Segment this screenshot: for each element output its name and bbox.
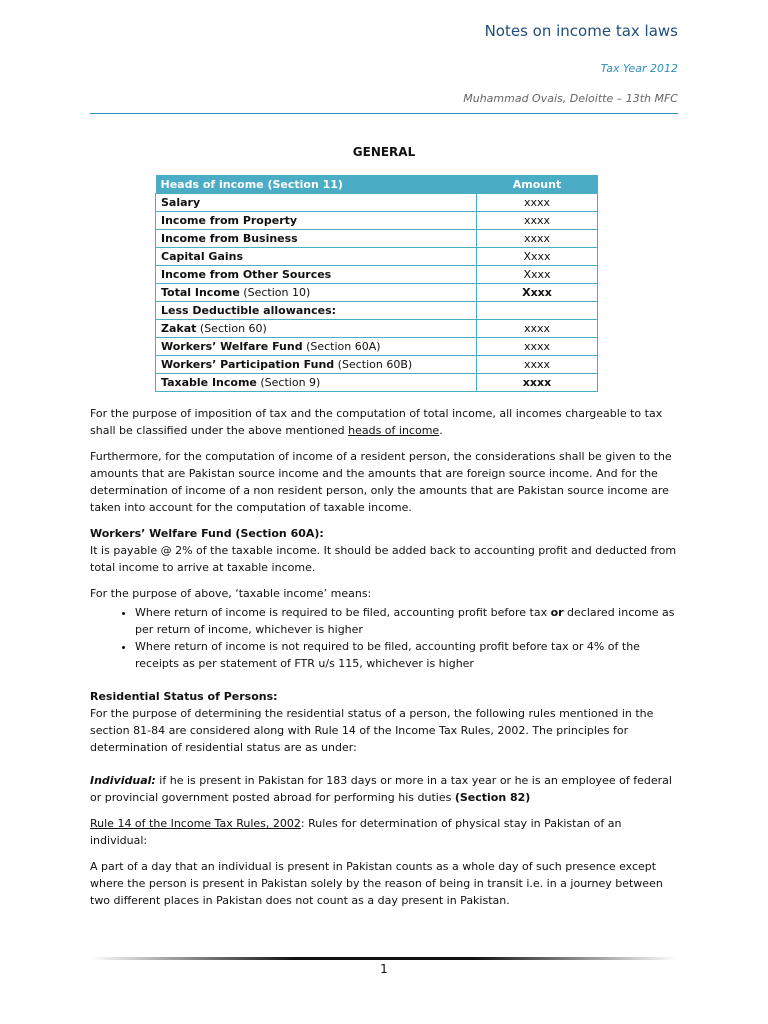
table-row — [156, 230, 598, 248]
table-row — [156, 302, 598, 320]
amount-column-header: Amount — [477, 175, 598, 194]
row-amount: xxxx — [477, 338, 598, 356]
row-amount: Xxxx — [477, 284, 598, 302]
footer-divider — [90, 957, 678, 960]
taxable-income-intro: For the purpose of above, ‘taxable income’ means: — [90, 587, 372, 600]
table-row — [156, 194, 598, 212]
table-row — [156, 320, 598, 338]
row-amount: xxxx — [477, 212, 598, 230]
row-label: Less Deductible allowances: — [156, 302, 477, 320]
wwf-heading: Workers’ Welfare Fund (Section 60A): — [90, 527, 324, 540]
row-label: Income from Property — [156, 212, 477, 230]
table-row — [156, 212, 598, 230]
row-amount: xxxx — [477, 320, 598, 338]
row-amount: xxxx — [477, 374, 598, 392]
row-label: Total Income (Section 10) — [156, 284, 477, 302]
rule-14-paragraph: Rule 14 of the Income Tax Rules, 2002: Rules for determination of physical stay in Pakistan of an individual: — [90, 817, 622, 847]
row-label: Taxable Income (Section 9) — [156, 374, 477, 392]
table-row — [156, 356, 598, 374]
row-amount: xxxx — [477, 194, 598, 212]
heads-of-income-table — [155, 175, 598, 392]
row-amount: Xxxx — [477, 248, 598, 266]
document-title: Notes on income tax laws — [484, 22, 678, 40]
table-row — [156, 374, 598, 392]
residential-heading: Residential Status of Persons: — [90, 690, 278, 703]
row-amount: xxxx — [477, 230, 598, 248]
row-label: Zakat (Section 60) — [156, 320, 477, 338]
row-label: Income from Other Sources — [156, 266, 477, 284]
residential-paragraph: For the purpose of determining the residential status of a person, the following rules mentioned in the section 81-84 are considered along with Rule 14 of the Income Tax Rules, 2002. The principles for determination of residential status are as under: — [90, 707, 654, 754]
taxable-income-list — [90, 604, 678, 672]
table-row — [156, 338, 598, 356]
heads-of-income-link: heads of income — [348, 424, 440, 437]
transit-paragraph: A part of a day that an individual is present in Pakistan counts as a whole day of such presence except where the person is present in Pakistan solely by the reason of being in transit i.e. in a journey between two different places in Pakistan does not count as a day present in Pakistan. — [90, 860, 663, 907]
table-header-row — [156, 175, 598, 194]
table-row — [156, 248, 598, 266]
table-row — [156, 284, 598, 302]
page-number: 1 — [380, 962, 388, 976]
list-item: • Where return of income is not required to be filed, accounting profit before tax or 4% of the receipts as per statement of FTR u/s 115, whichever is higher — [135, 638, 678, 672]
wwf-paragraph: It is payable @ 2% of the taxable income. It should be added back to accounting profit and deducted from total income to arrive at taxable income. — [90, 544, 677, 574]
row-amount: xxxx — [477, 356, 598, 374]
individual-paragraph: Individual: if he is present in Pakistan for 183 days or more in a tax year or he is an employee of federal or provincial government posted abroad for performing his duties (Section 82) — [90, 774, 672, 804]
row-amount — [477, 302, 598, 320]
header-divider — [90, 113, 678, 114]
tax-year: Tax Year 2012 — [600, 62, 678, 75]
section-heading: GENERAL — [352, 145, 416, 159]
row-label: Workers’ Welfare Fund (Section 60A) — [156, 338, 477, 356]
row-label: Capital Gains — [156, 248, 477, 266]
author-line: Muhammad Ovais, Deloitte – 13th MFC — [463, 92, 678, 105]
heads-column-header: Heads of income (Section 11) — [156, 175, 477, 194]
row-label: Workers’ Participation Fund (Section 60B) — [156, 356, 477, 374]
body-content — [90, 405, 678, 918]
row-amount: Xxxx — [477, 266, 598, 284]
list-item: • Where return of income is required to be filed, accounting profit before tax or declared income as per return of income, whichever is higher — [135, 604, 678, 638]
source-income-paragraph: Furthermore, for the computation of income of a resident person, the considerations shall be given to the amounts that are Pakistan source income and the amounts that are foreign source income. And for the determination of income of a non resident person, only the amounts that are Pakistan source income are taken into account for the computation of taxable income. — [90, 450, 672, 514]
classification-paragraph: For the purpose of imposition of tax and the computation of total income, all incomes chargeable to tax shall be classified under the above mentioned heads of income. — [90, 407, 663, 437]
table-row — [156, 266, 598, 284]
row-label: Income from Business — [156, 230, 477, 248]
rule-14-link: Rule 14 of the Income Tax Rules, 2002 — [90, 817, 301, 830]
row-label: Salary — [156, 194, 477, 212]
